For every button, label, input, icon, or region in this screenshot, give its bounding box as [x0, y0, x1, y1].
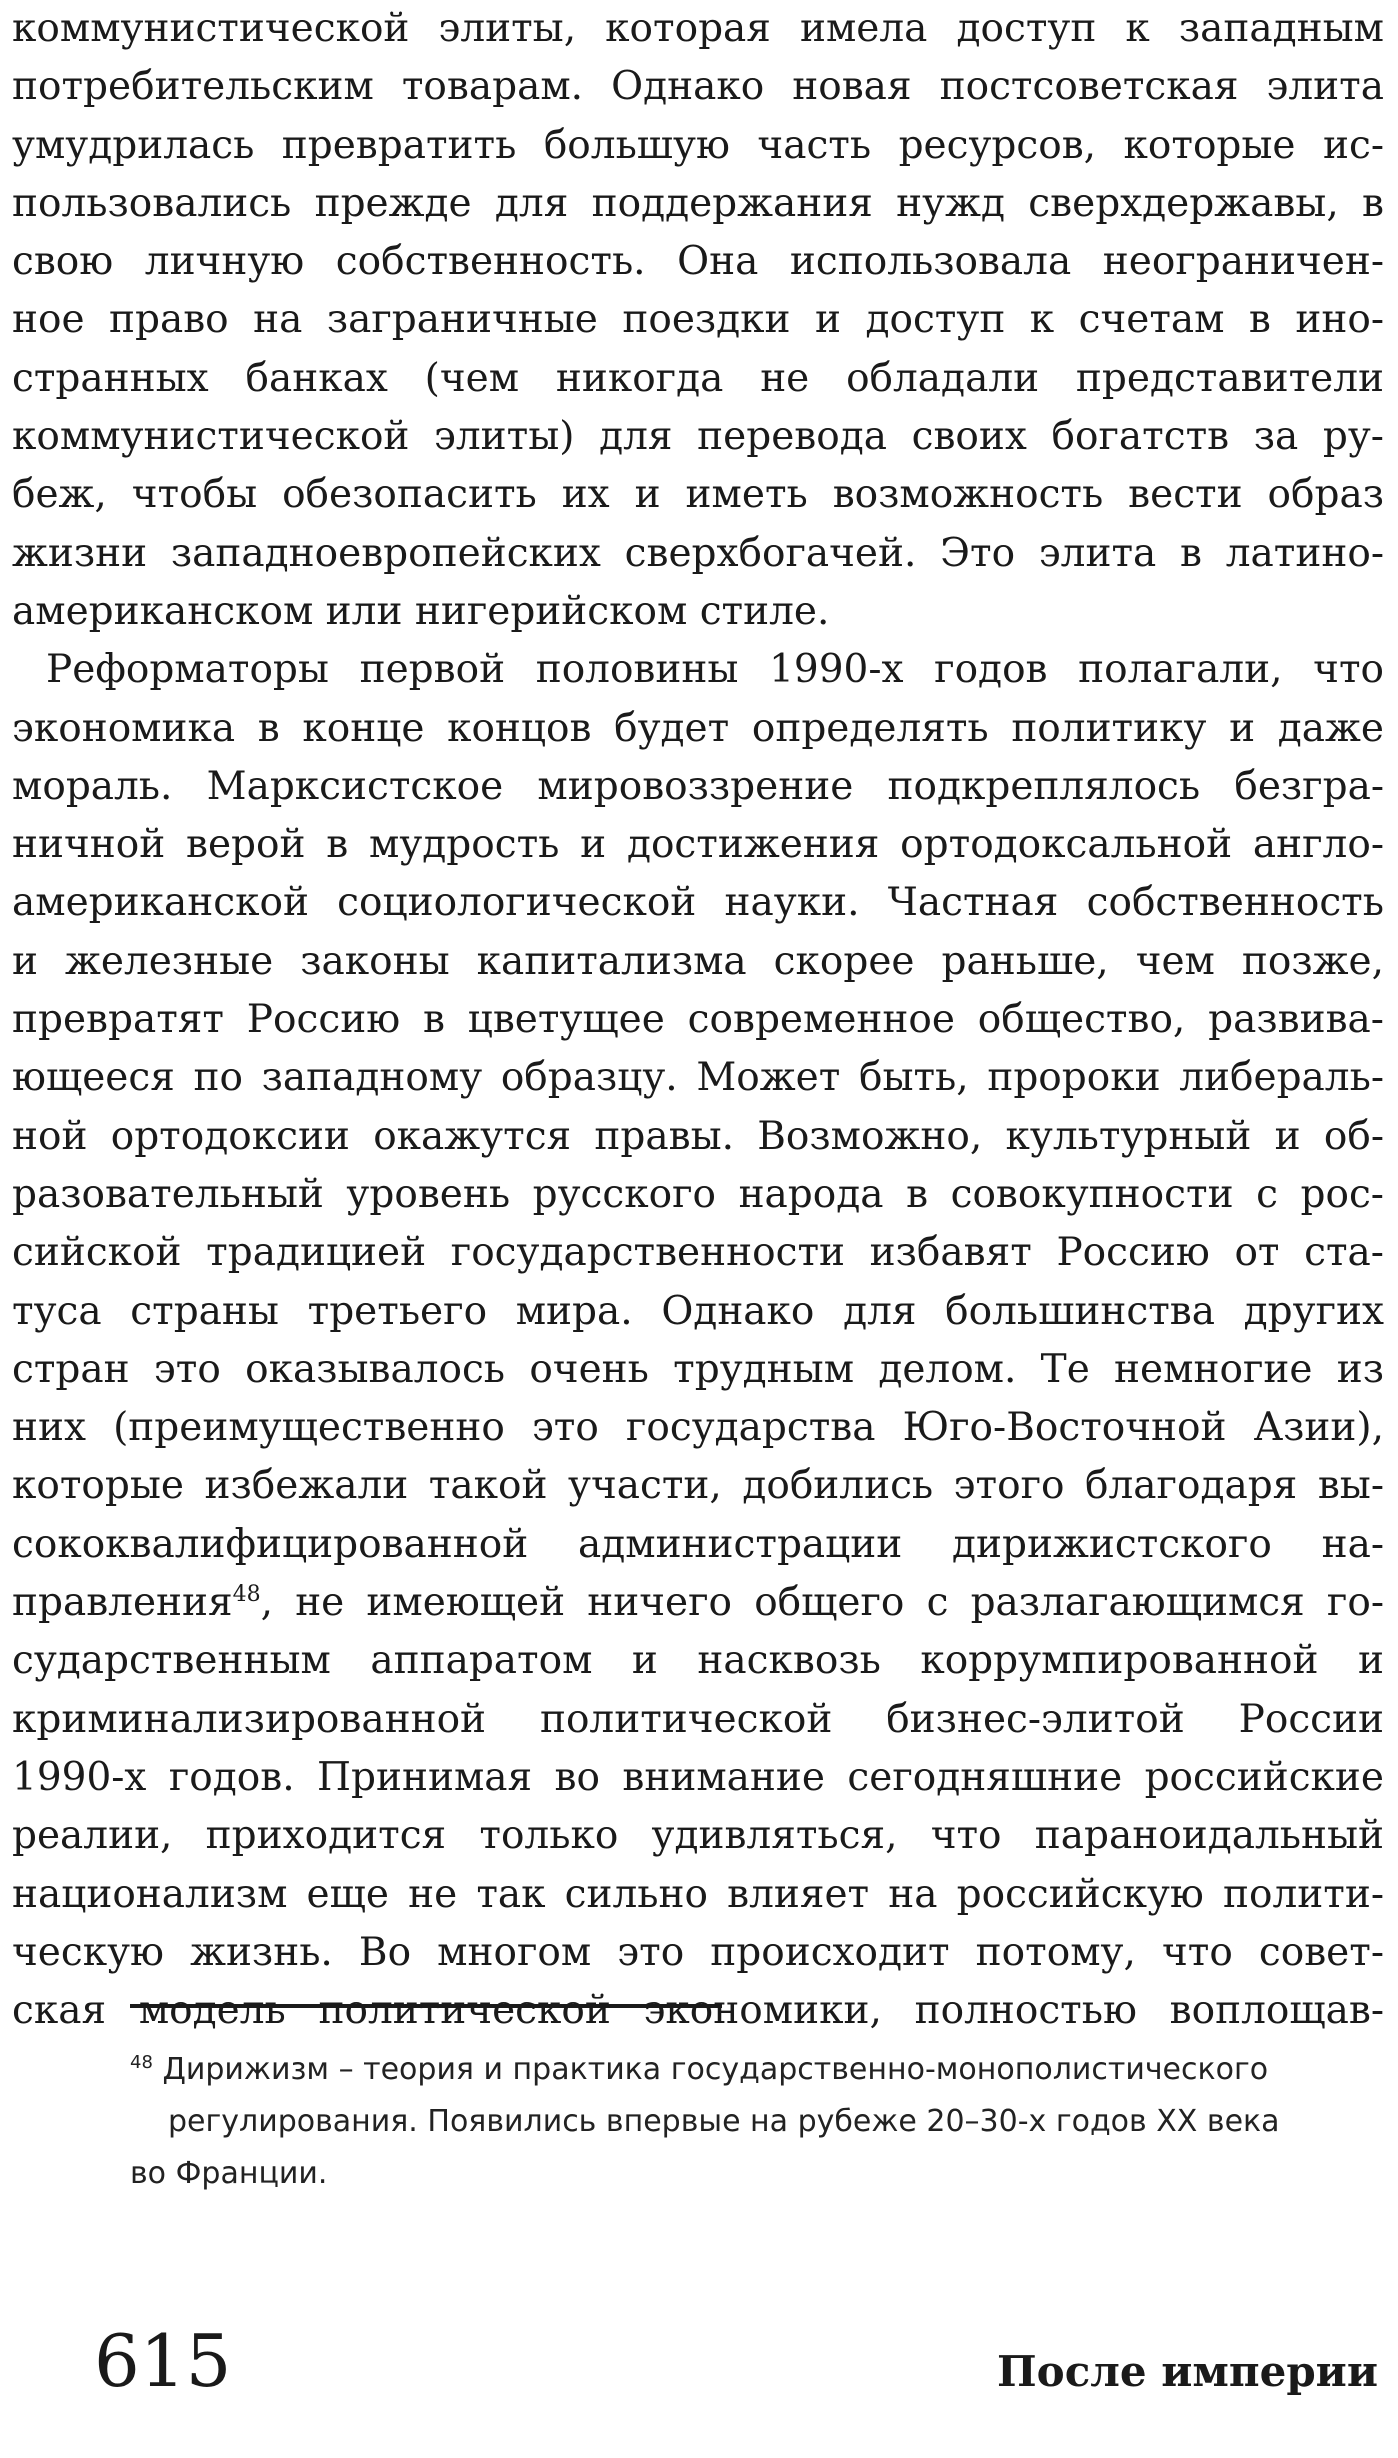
text-line: свою личную собственность. Она использовала неограничен-: [12, 239, 1384, 285]
footnote: [130, 2044, 1384, 2200]
text-fragment: правления: [12, 1580, 233, 1626]
footnote-text: Дирижизм – теория и практика государственно-монополистического: [162, 2052, 1269, 2087]
text-line: американской социологической науки. Частная собственность: [12, 880, 1384, 926]
text-line: коммунистической элиты) для перевода своих богатств за ру-: [12, 414, 1384, 460]
footnote-line: во Франции.: [130, 2156, 328, 2191]
text-line: ющееся по западному образцу. Может быть, пророки либераль-: [12, 1055, 1384, 1101]
text-line: ное право на заграничные поездки и доступ к счетам в ино-: [12, 297, 1384, 343]
text-line: экономика в конце концов будет определять политику и даже: [12, 705, 1384, 751]
footnote-reference[interactable]: 48: [232, 1582, 261, 1608]
text-line: и железные законы капитализма скорее раньше, чем позже,: [12, 938, 1384, 984]
text-line: мораль. Марксистское мировоззрение подкреплялось безгра-: [12, 763, 1384, 809]
text-line: Реформаторы первой половины 1990-х годов полагали, что: [46, 647, 1384, 693]
paragraph-2: [12, 641, 1384, 2040]
running-title: После империи: [997, 2347, 1378, 2396]
footnote-line: [130, 2044, 1384, 2096]
text-line: пользовались прежде для поддержания нужд сверхдержавы, в: [12, 180, 1384, 226]
text-line: жизни западноевропейских сверхбогачей. Это элита в латино-: [12, 530, 1384, 576]
footnote-divider: [130, 2004, 722, 2008]
paragraph-1: [12, 0, 1384, 641]
text-line: них (преимущественно это государства Юго-Восточной Азии),: [12, 1405, 1384, 1451]
text-line: превратят Россию в цветущее современное общество, развива-: [12, 997, 1384, 1043]
text-line: реалии, приходится только удивляться, что параноидальный: [12, 1813, 1384, 1859]
text-line: стран это оказывалось очень трудным делом. Те немногие из: [12, 1346, 1384, 1392]
text-line: умудрилась превратить большую часть ресурсов, которые ис-: [12, 122, 1384, 168]
footnote-mark: 48: [130, 2052, 153, 2073]
text-line: туса страны третьего мира. Однако для большинства других: [12, 1288, 1384, 1334]
text-line: 1990-х годов. Принимая во внимание сегодняшние российские: [12, 1754, 1384, 1800]
text-line: сударственным аппаратом и насквозь коррумпированной и: [12, 1638, 1384, 1684]
text-line: ной ортодоксии окажутся правы. Возможно, культурный и об-: [12, 1113, 1384, 1159]
text-line-with-footnote: правления$^{48}$, не имеющей ничего общего с разлагающимся го-: [12, 1580, 1384, 1626]
footnote-line: регулирования. Появились впервые на рубеже 20–30-х годов XX века: [168, 2104, 1280, 2139]
text-line: американском или нигерийском стиле.: [12, 588, 830, 634]
text-line: ская модель политической экономики, полностью воплощав-: [12, 1988, 1384, 2034]
text-line: разовательный уровень русского народа в совокупности с рос-: [12, 1171, 1384, 1217]
text-line: криминализированной политической бизнес-элитой России: [12, 1696, 1384, 1742]
text-line: беж, чтобы обезопасить их и иметь возможность вести образ: [12, 472, 1384, 518]
text-line: ческую жизнь. Во многом это происходит потому, что совет-: [12, 1929, 1384, 1975]
text-line: сийской традицией государственности избавят Россию от ста-: [12, 1230, 1384, 1276]
text-line: потребительским товарам. Однако новая постсоветская элита: [12, 64, 1384, 110]
text-line: которые избежали такой участи, добились этого благодаря вы-: [12, 1463, 1384, 1509]
text-line: ничной верой в мудрость и достижения ортодоксальной англо-: [12, 822, 1384, 868]
text-line: национализм еще не так сильно влияет на российскую полити-: [12, 1871, 1384, 1917]
text-fragment: не имеющей ничего общего с разлагающимся го-: [295, 1580, 1384, 1626]
text-line: странных банках (чем никогда не обладали представители: [12, 355, 1384, 401]
text-line: сококвалифицированной администрации дирижистского на-: [12, 1521, 1384, 1567]
text-line: коммунистической элиты, которая имела доступ к западным: [12, 6, 1384, 51]
main-text: [12, 0, 1384, 2040]
page-number: 615: [94, 2319, 232, 2403]
